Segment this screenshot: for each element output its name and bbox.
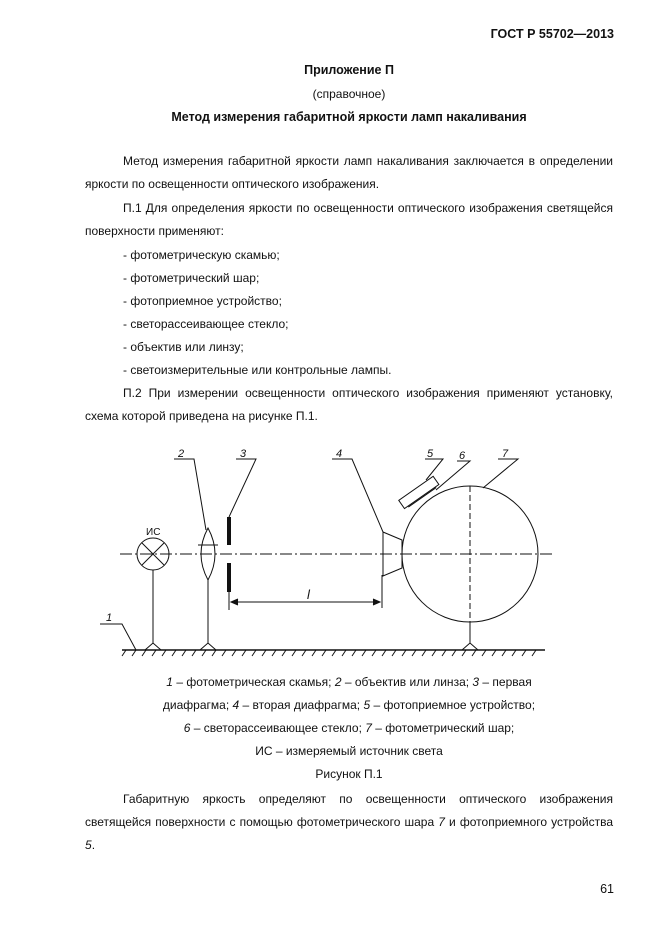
final-paragraph: Габаритную яркость определяют по освещенности оптического изображения светящейся поверхности с помощью фотометрического шара 7 и фотоприемного устройства 5.	[85, 792, 614, 852]
list-item: - объектив или линзу;	[123, 340, 244, 354]
list-item: - фотометрический шар;	[123, 271, 260, 285]
bench-hatching	[122, 650, 536, 656]
figure-label-5: 5	[427, 448, 434, 460]
figure-legend-line: 1 – фотометрическая скамья; 2 – объектив или линза; 3 – первая	[166, 675, 532, 689]
intro-paragraph: Метод измерения габаритной яркости ламп накаливания заключается в определении яркости по освещенности оптического изображения.	[85, 154, 613, 191]
figure-label-2: 2	[178, 448, 185, 460]
figure-legend-line: 6 – светорассеивающее стекло; 7 – фотометрический шар;	[183, 721, 515, 735]
source-label: ИС	[146, 527, 161, 538]
page-number: 61	[600, 882, 614, 896]
list-item: - фотометрическую скамью;	[123, 248, 280, 262]
figure-legend-line: ИС – измеряемый источник света	[255, 744, 443, 758]
figure-caption: Рисунок П.1	[315, 767, 383, 781]
list-item: - светоизмерительные или контрольные лампы.	[123, 363, 392, 377]
figure-label-4: 4	[336, 448, 343, 460]
list-item: - светорассеивающее стекло;	[123, 317, 289, 331]
appendix-name: Метод измерения габаритной яркости ламп накаливания	[171, 110, 527, 124]
list-item: - фотоприемное устройство;	[123, 294, 282, 308]
figure-label-1: 1	[106, 612, 113, 624]
appendix-type: (справочное)	[312, 87, 386, 101]
paragraph-p1: П.1 Для определения яркости по освещенности оптического изображения светящейся поверхности применяют:	[85, 201, 613, 238]
figure-label-6: 6	[459, 450, 466, 462]
figure-label-3: 3	[240, 448, 247, 460]
distance-label: l	[307, 587, 310, 602]
figure-legend-line: диафрагма; 4 – вторая диафрагма; 5 – фотоприемное устройство;	[162, 698, 536, 712]
paragraph-p2: П.2 При измерении освещенности оптического изображения применяют установку, схема которой приведена на рисунке П.1.	[85, 386, 613, 423]
photoreceiver	[399, 476, 440, 509]
standard-header: ГОСТ Р 55702—2013	[490, 27, 614, 41]
appendix-title: Приложение П	[304, 63, 394, 77]
figure-label-7: 7	[502, 448, 509, 460]
